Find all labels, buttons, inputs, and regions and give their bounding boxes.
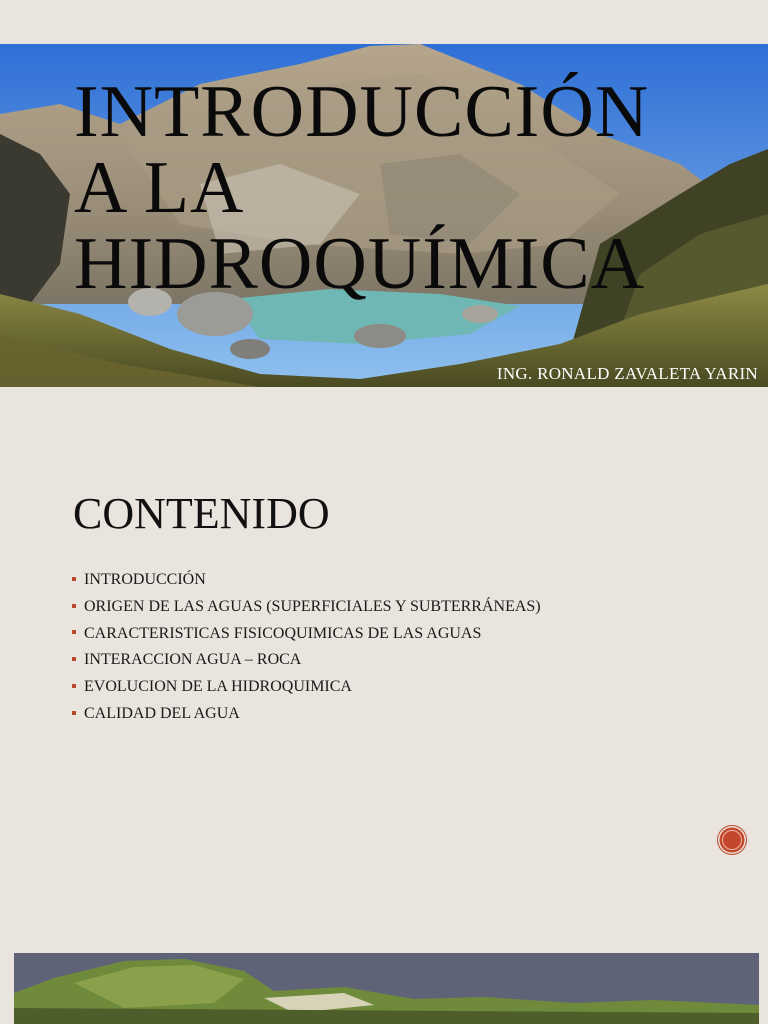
contents-list	[72, 567, 541, 728]
square-bullet-icon	[72, 711, 76, 715]
list-item: CALIDAD DEL AGUA	[72, 701, 541, 728]
square-bullet-icon	[72, 630, 76, 634]
list-item: ORIGEN DE LAS AGUAS (SUPERFICIALES Y SUBTERRÁNEAS)	[72, 594, 541, 621]
list-item: EVOLUCION DE LA HIDROQUIMICA	[72, 674, 541, 701]
list-item: INTRODUCCIÓN	[72, 567, 541, 594]
square-bullet-icon	[72, 604, 76, 608]
square-bullet-icon	[72, 657, 76, 661]
square-bullet-icon	[72, 577, 76, 581]
square-bullet-icon	[72, 684, 76, 688]
list-item: INTERACCION AGUA – ROCA	[72, 647, 541, 674]
terraced-hills-photo	[14, 953, 759, 1024]
title-slide	[0, 44, 768, 387]
slide-nav-circle-icon[interactable]	[718, 826, 746, 854]
slide-title: INTRODUCCIÓN A LA HIDROQUÍMICA	[74, 71, 650, 305]
next-slide-preview	[14, 953, 759, 1024]
list-item: CARACTERISTICAS FISICOQUIMICAS DE LAS AGUAS	[72, 621, 541, 648]
contents-heading: CONTENIDO	[73, 489, 330, 538]
author-name: ING. RONALD ZAVALETA YARIN	[496, 364, 758, 383]
